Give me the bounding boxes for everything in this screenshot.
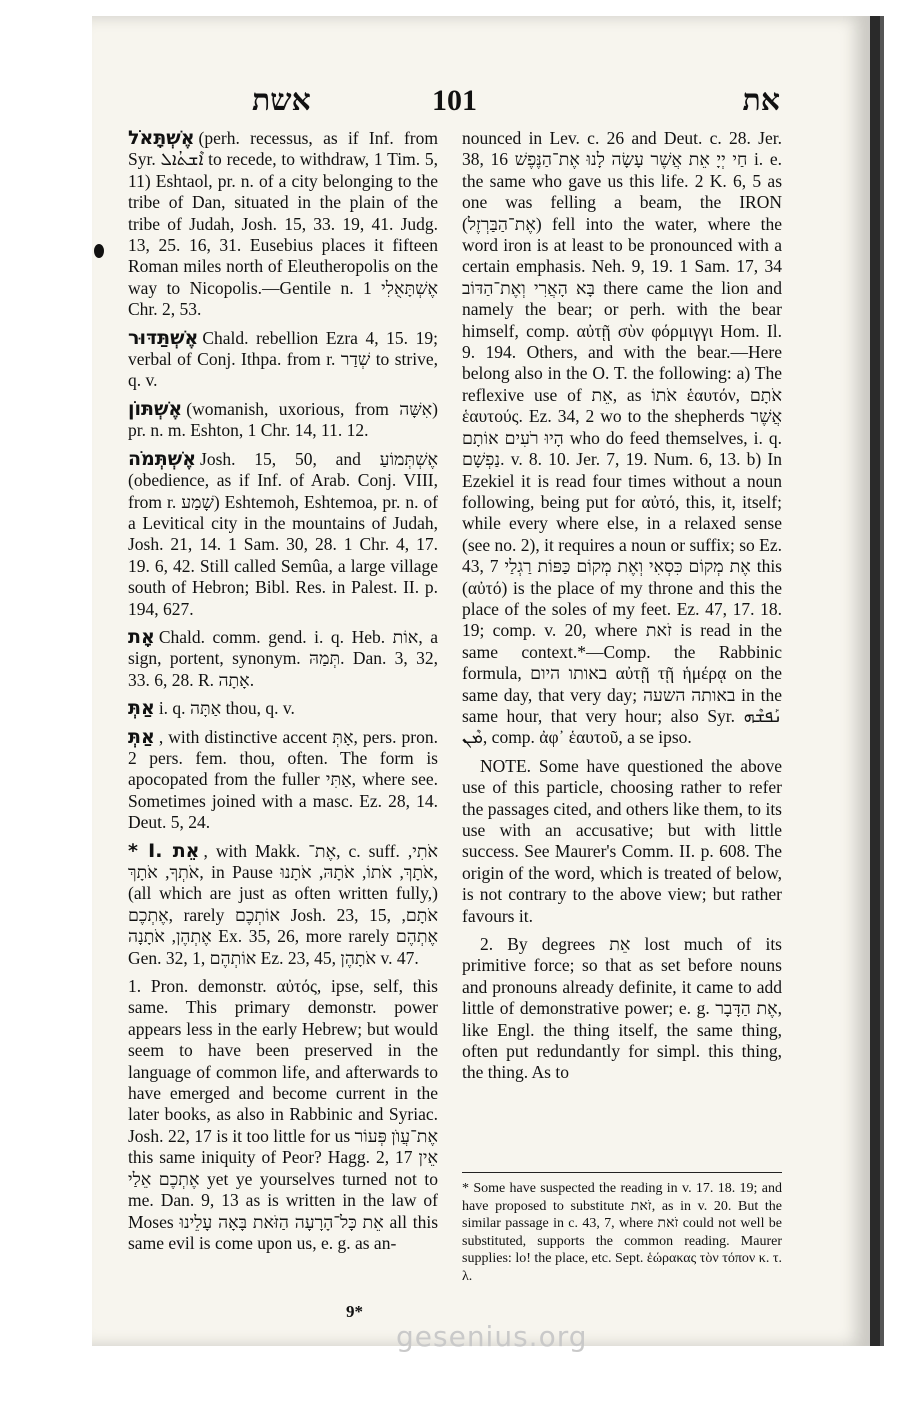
entry-headword: אַתְּ bbox=[128, 697, 155, 720]
dictionary-entry bbox=[128, 399, 438, 442]
binding-hole bbox=[94, 244, 104, 258]
header-left-word: אשת bbox=[252, 84, 311, 117]
entry-text: Chald. rebellion Ezra 4, 15. 19; verbal of Conj. Ithpa. from r. שְׁדַר to strive, q. v. bbox=[128, 327, 438, 391]
entry-text: 1. Pron. demonstr. αὐτός, ipse, self, this same. This primary demonstr. power appears less in the early Hebrew; but would seem to have been preserved in the language of common life, and afterwards to have emerged and become current in the later books, as also in Rabbinic and Syriac. Josh. 22, 17 is it too little for us אֶת־עֲוֺן פְּעוֹר this same iniquity of Peor? Hagg. 2, 17 אֵין אֶתְכֶם אֵלַי yet ye yourselves turned not to me. Dan. 9, 13 as is written in the law of Moses אֵת כָּל־הָרָעָה הַזֹּאת בָּאָה עָלֵינוּ all this same evil is come upon us, e. g. as an- bbox=[128, 976, 438, 1253]
entry-text: Josh. 15, 50, and אֶשְׁתְּמוֹעַ (obedience, as if Inf. of Arab. Conj. VIII, from r. שָׁמַע) Eshtemoh, Eshtemoa, pr. n. of a Levitical city in the mountains of Judah, Josh. 21, 14. 1 Sam. 30, 28. 1 Chr. 4, 17. 19. 6, 42. Still called Semûa, a large village south of Hebron; Bibl. Res. in Palest. II. p. 194, 627. bbox=[128, 448, 438, 619]
watermark: gesenius.org bbox=[396, 1320, 588, 1353]
entry-text: nounced in Lev. c. 26 and Deut. c. 28. Jer. 38, 16 חַי יְיָ אֵת אֲשֶׁר עָשָׂה לָנוּ אֶת־הַנֶּפֶשׁ i. e. the same who gave us this life. 2 K. 6, 5 as one was felling a beam, the IRON (אֶת־הַבַּרְזֶל) fell into the water, where the word iron is at least to be pronounced with a certain emphasis. Neh. 9, 19. 1 Sam. 17, 34 בָּא הָאֲרִי וְאֶת־הַדּוֹב there came the lion and namely the bear; or perh. with the bear himself, comp. αὐτῇ σὺν φόρμιγγι Hom. Il. 9. 194. Others, and with the bear.—Here belong also in the O. T. the following: a) The reflexive use of אֵת, as אֹתוֹ ἑαυτόν, אֹתָם ἑαυτούς. Ez. 34, 2 wo to the shepherds אֲשֶׁר הָיוּ רֹעִים אוֹתָם who do feed themselves, i. q. נַפְשָׁם. v. 8. 10. Jer. 7, 19. Num. 6, 13. b) In Ezekiel it is read four times without a noun following, being put for αὐτό, this, it, itself; while every where else, in a relaxed sense (see no. 2), it requires a noun or suffix; so Ez. 43, 7 אֶת מְקוֹם כִּסְאִי וְאֶת מְקוֹם כַּפּוֹת רַגְלַי this (αὐτό) is the place of my throne and this the place of the soles of my feet. Ez. 47, 17. 18. 19; comp. v. 20, where זֹאת is read in the same context.*—Comp. the Rabbinic formula, באותו היום αὐτῇ τῇ ἡμέρᾳ on the same day, that very day; באותה השעה in the same hour, that very hour; also Syr. ܢܰܦܫܶܗ ܡܶܢ, comp. ἀφ᾽ ἑαυτοῦ, a se ipso. bbox=[462, 128, 782, 748]
entry-text: , with Makk. אֶת־, c. suff. אֹתִי, אֹתְךָ, אֹתָךְ, in Pause אֹתָךְ, אֹתוֹ, אֹתָהּ, אֹתָנוּ, (all which are just as often written fully,) אֶתְכֶם, rarely אוֹתְכֶם Josh. 23, 15, אֹתָם, אֶתְהֶן, אֹתָנָה Ex. 35, 26, more rarely אֶתְהֶם Gen. 32, 1, אוֹתְהֶם Ez. 23, 45, אֹתָהֶן v. 47. bbox=[128, 840, 438, 968]
header-right-word: את bbox=[742, 84, 780, 117]
entry-headword: אֶשְׁתַּדּוּר bbox=[128, 326, 199, 349]
entry-text: NOTE. Some have questioned the above use of this particle, choosing rather to refer the passages cited, and others like them, to its use with an accusative; but with little success. See Maurer's Comm. II. p. 608. The origin of the word, which is treated of below, is not contrary to the above view; but rather favours it. bbox=[462, 755, 782, 926]
dictionary-entry bbox=[462, 128, 782, 749]
dictionary-entry bbox=[462, 934, 782, 1084]
running-header bbox=[132, 84, 780, 124]
dictionary-entry bbox=[128, 976, 438, 1254]
entry-text: 2. By degrees אֵת lost much of its primitive force; so that as set before nouns and pronouns already definite, it came to add little of demonstrative power; e. g. אֶת הַדָּבָר, like Engl. the thing itself, the same thing, often put redundantly for simpl. this thing, the thing. As to bbox=[462, 934, 782, 1083]
entry-headword: אַתְּ bbox=[128, 725, 155, 748]
signature-mark: 9* bbox=[346, 1302, 363, 1321]
entry-headword: אָת bbox=[128, 625, 155, 648]
entry-headword: אֶשְׁתְּמֹה bbox=[128, 447, 197, 470]
dictionary-entry bbox=[128, 727, 438, 834]
entry-text: Chald. comm. gend. i. q. Heb. אוֹת, a sign, portent, synonym. תְּמַהּ. Dan. 3, 32, 33. 6, 28. R. אָתָה. bbox=[128, 626, 438, 690]
entry-headword: אֶשְׁתּוֹן bbox=[128, 397, 183, 420]
page-number: 101 bbox=[432, 84, 477, 117]
footnote: * Some have suspected the reading in v. 17. 18. 19; and have proposed to substitute זֹאת, as in v. 20. But the similar passage in c. 43, 7, where זֹאת could not well be substituted, supports the common reading. Maurer supplies: lo! the place, etc. Sept. ἑώρακας τὸν τόπον κ. τ. λ. bbox=[462, 1181, 782, 1284]
left-column bbox=[128, 128, 438, 1261]
dictionary-entry bbox=[462, 756, 782, 927]
entry-text: (perh. recessus, as if Inf. from Syr. ܐܶܫܬܳܐܠ to recede, to withdraw, 1 Tim. 5, 11) Eshtaol, pr. n. of a city belonging to the tribe of Dan, situated in the plain of the tribe of Judah, Josh. 15, 33. 19, 41. Judg. 13, 25. 16, 31. Eusebius places it fifteen Roman miles north of Eleutheropolis on the way to Nicopolis.—Gentile n. אֶשְׁתָּאֻלִי 1 Chr. 2, 53. bbox=[128, 128, 438, 320]
entry-text: (womanish, uxorious, from אִשָּׁה) pr. n. m. Eshton, 1 Chr. 14, 11. 12. bbox=[128, 398, 438, 441]
entry-headword: אֶשְׁתָּאֹל bbox=[128, 128, 195, 149]
right-column bbox=[462, 128, 782, 1091]
dictionary-entry bbox=[128, 627, 438, 691]
footnote-rule bbox=[462, 1172, 782, 1173]
dictionary-entry bbox=[128, 128, 438, 321]
dictionary-entry bbox=[128, 841, 438, 969]
entry-headword: * I. אֵת bbox=[128, 839, 200, 862]
dictionary-entry bbox=[128, 328, 438, 392]
entry-text: , with distinctive accent אָתְּ, pers. pron. 2 pers. fem. thou, often. The form is apocopated from the fuller אַתִּי, where see. Sometimes joined with a masc. Ez. 28, 14. Deut. 5, 24. bbox=[128, 726, 438, 833]
dictionary-entry bbox=[128, 449, 438, 620]
dictionary-entry bbox=[128, 698, 438, 719]
entry-text: i. q. אַתָּה thou, q. v. bbox=[158, 698, 295, 719]
